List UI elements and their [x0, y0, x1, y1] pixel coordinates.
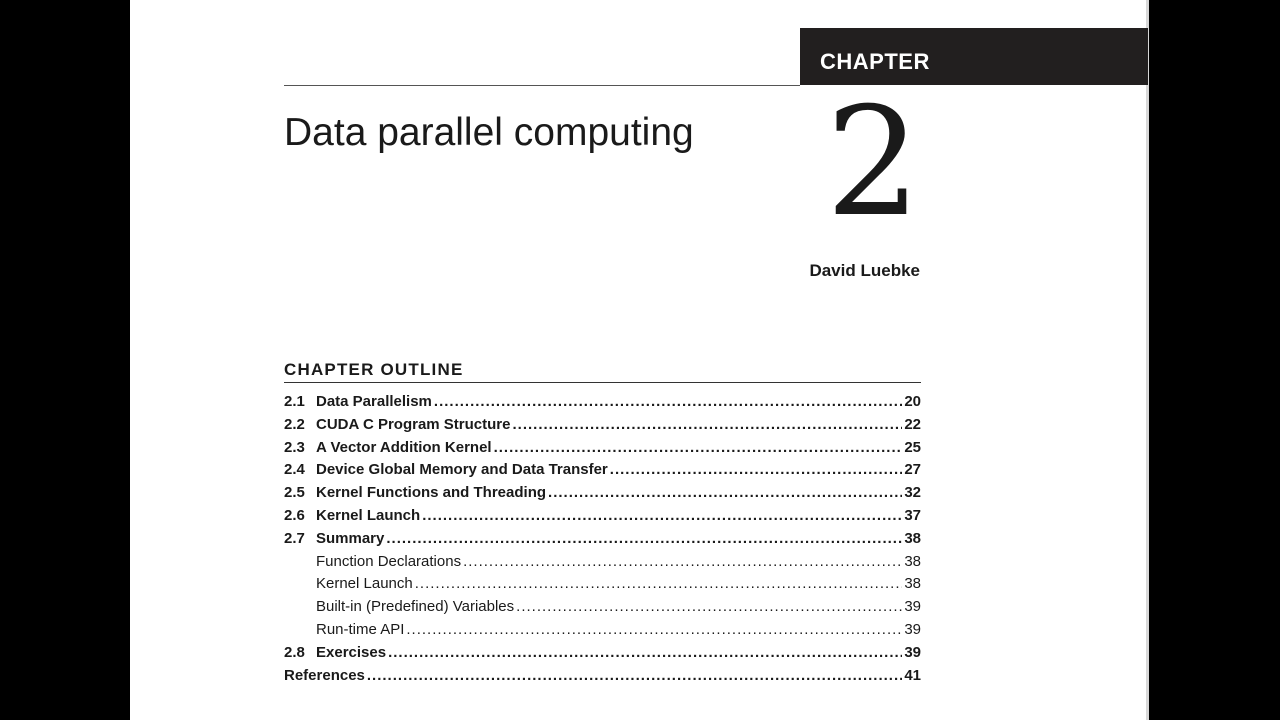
toc-page: 25 [904, 438, 921, 456]
document-page [130, 0, 1148, 720]
toc-page: 39 [904, 620, 921, 638]
toc-page: 27 [904, 461, 921, 479]
outline-rule [284, 382, 921, 383]
toc-label: Kernel Launch [316, 575, 413, 593]
toc-leader [512, 416, 902, 433]
title-rule [284, 85, 800, 86]
toc-entry[interactable] [284, 507, 921, 530]
toc-leader [415, 575, 903, 592]
chapter-number: 2 [825, 76, 921, 250]
toc-label: Run-time API [316, 620, 405, 638]
toc-entry[interactable] [284, 416, 921, 439]
toc-label: Function Declarations [316, 552, 462, 570]
toc-entry[interactable] [284, 530, 921, 553]
toc-leader [367, 667, 902, 684]
toc-subentry[interactable] [284, 553, 921, 576]
toc-page: 41 [904, 666, 921, 684]
toc-page: 38 [904, 575, 921, 593]
toc-leader [434, 393, 902, 410]
chapter-label: CHAPTER [820, 49, 930, 74]
toc-number: 2.1 [284, 393, 305, 410]
toc-page: 20 [904, 393, 921, 410]
toc-label: A Vector Addition Kernel [316, 438, 492, 456]
toc-page: 37 [904, 506, 921, 524]
toc-entry[interactable] [284, 667, 921, 690]
toc-leader [516, 598, 902, 615]
toc-label: Exercises [316, 643, 387, 661]
toc-label: Data Parallelism [316, 393, 432, 410]
toc-page: 32 [904, 484, 921, 502]
toc-label: Kernel Launch [316, 506, 421, 524]
toc-leader [463, 553, 902, 570]
toc-number: 2.3 [284, 438, 305, 456]
chapter-title: Data parallel computing [284, 111, 694, 154]
toc-subentry[interactable] [284, 598, 921, 621]
outline-heading: CHAPTER OUTLINE [284, 360, 464, 379]
toc-number: 2.5 [284, 484, 305, 502]
toc-page: 22 [904, 415, 921, 433]
toc-page: 39 [904, 643, 921, 661]
author-name: David Luebke [809, 261, 920, 280]
toc-leader [548, 484, 902, 501]
toc-page: 38 [904, 552, 921, 570]
toc-entry[interactable] [284, 484, 921, 507]
table-of-contents [284, 393, 921, 689]
toc-number: 2.6 [284, 506, 305, 524]
toc-subentry[interactable] [284, 621, 921, 644]
toc-leader [422, 507, 902, 524]
toc-number: 2.2 [284, 415, 305, 433]
toc-leader [406, 621, 902, 638]
toc-label: Summary [316, 529, 385, 547]
toc-subentry[interactable] [284, 575, 921, 598]
toc-label: Built-in (Predefined) Variables [316, 598, 515, 616]
toc-leader [388, 644, 902, 661]
toc-label: References [284, 666, 365, 684]
toc-label: CUDA C Program Structure [316, 415, 511, 433]
toc-label: Kernel Functions and Threading [316, 484, 547, 502]
page-edge [1146, 0, 1149, 720]
toc-entry[interactable] [284, 461, 921, 484]
toc-entry[interactable] [284, 644, 921, 667]
toc-entry[interactable] [284, 393, 921, 416]
toc-number: 2.7 [284, 529, 305, 547]
toc-page: 38 [904, 529, 921, 547]
toc-number: 2.4 [284, 461, 305, 479]
toc-leader [494, 439, 903, 456]
toc-leader [610, 461, 903, 478]
toc-number: 2.8 [284, 643, 305, 661]
toc-entry[interactable] [284, 439, 921, 462]
toc-page: 39 [904, 598, 921, 616]
toc-leader [386, 530, 902, 547]
toc-label: Device Global Memory and Data Transfer [316, 461, 608, 479]
